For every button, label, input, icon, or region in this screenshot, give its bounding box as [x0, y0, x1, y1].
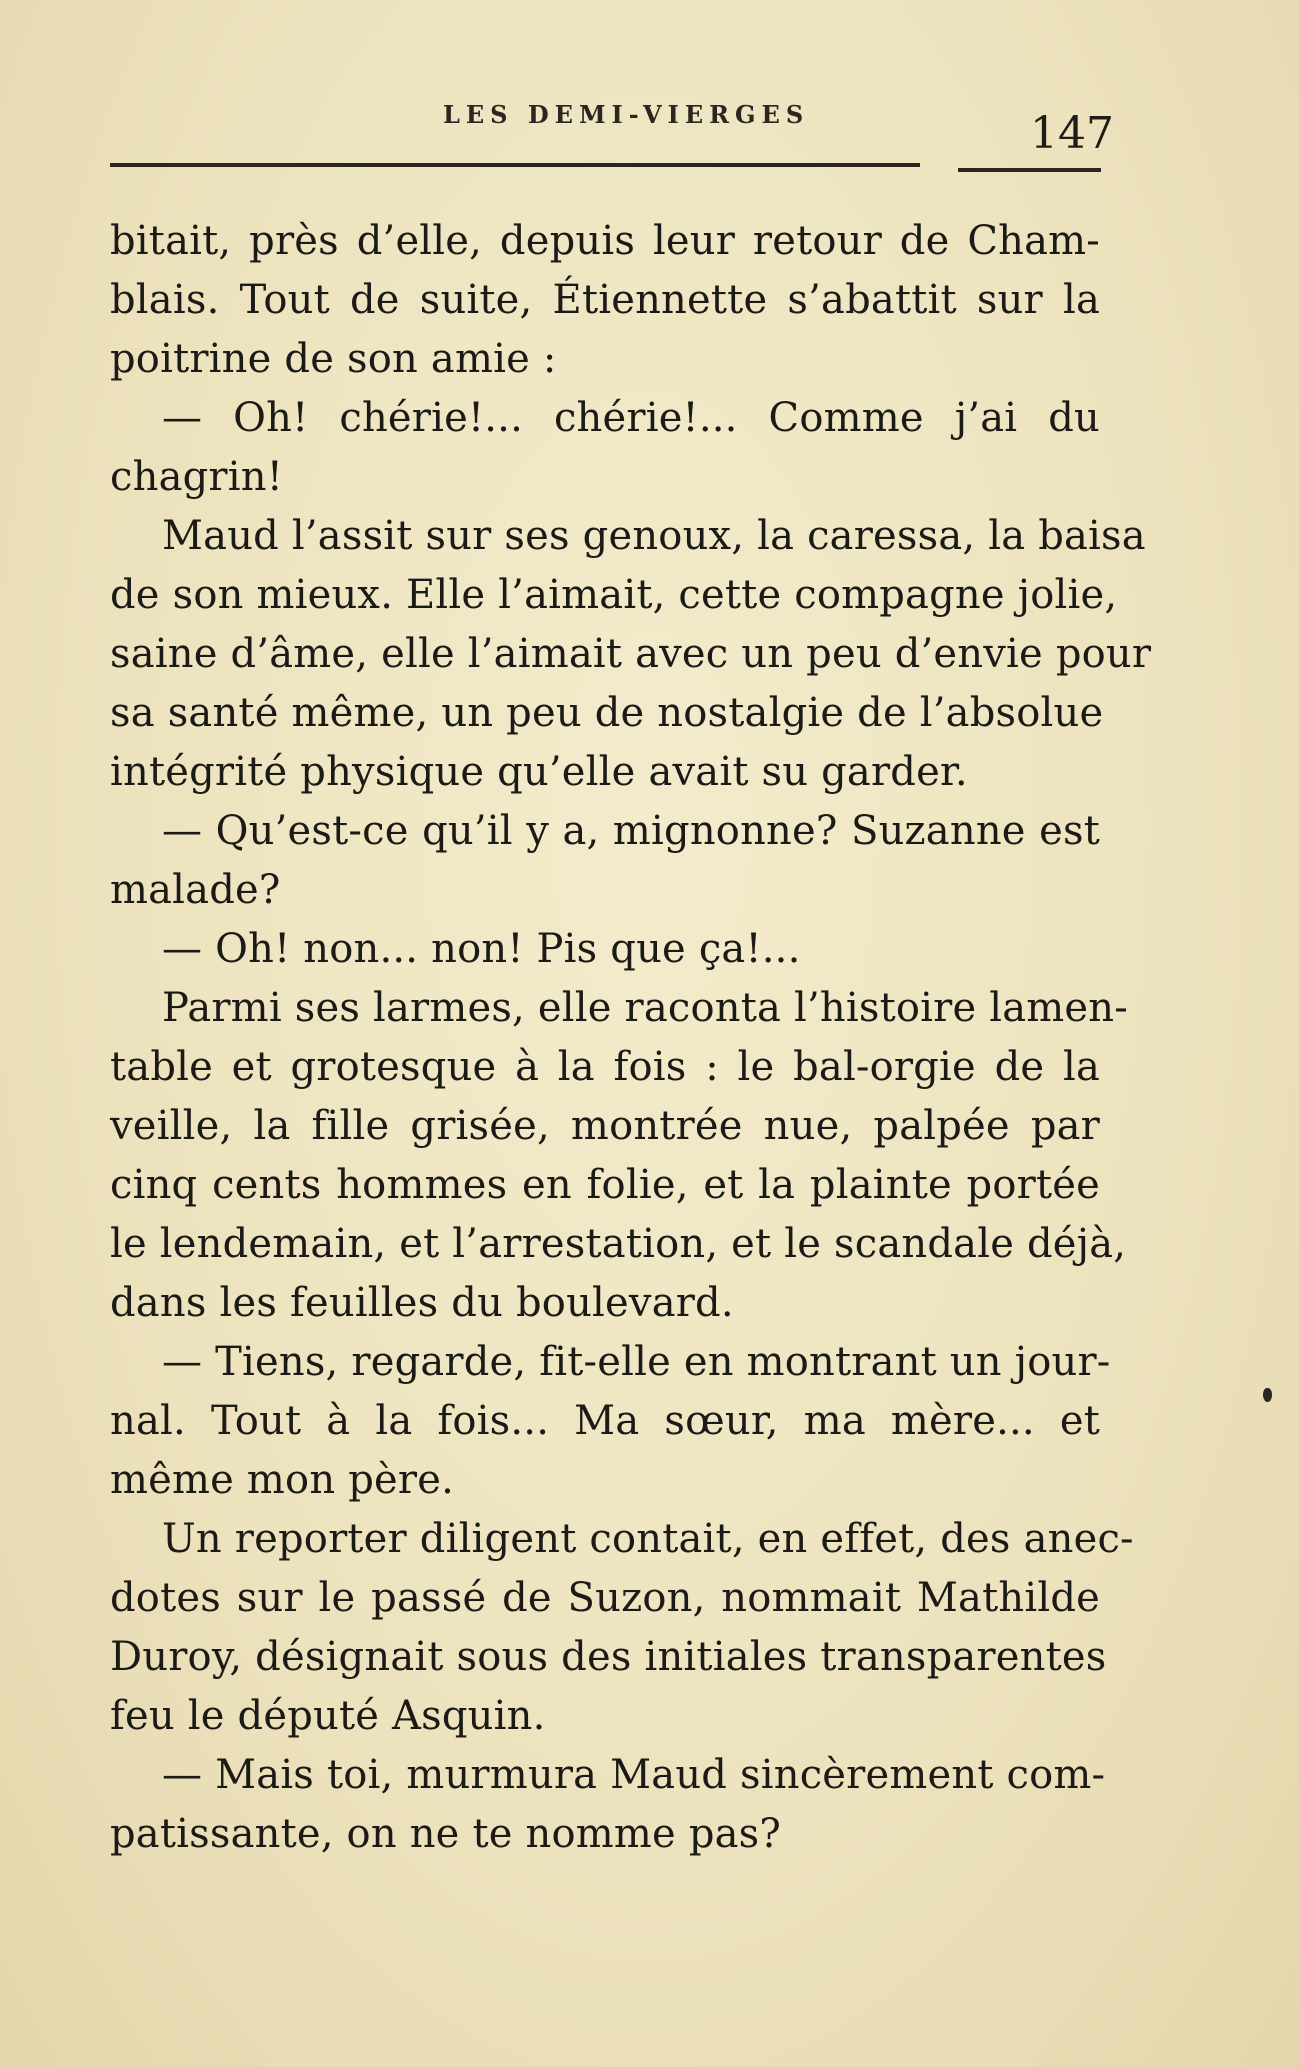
text-line: le lendemain, et l’arrestation, et le scandale déjà,: [110, 1221, 1127, 1267]
text-line: chagrin!: [110, 454, 283, 500]
dialogue-line: — Qu’est-ce qu’il y a, mignonne? Suzanne est: [162, 808, 1100, 854]
ink-speck: [1263, 1388, 1272, 1402]
text-line: même mon père.: [110, 1457, 454, 1503]
paragraph-start: Un reporter diligent contait, en effet, des anec-: [162, 1516, 1134, 1562]
text-line: bitait, près d’elle, depuis leur retour de Cham-: [110, 218, 1100, 264]
text-line: de son mieux. Elle l’aimait, cette compagne jolie,: [110, 572, 1118, 618]
text-line: sa santé même, un peu de nostalgie de l’absolue: [110, 690, 1104, 736]
running-title: LES DEMI-VIERGES: [443, 100, 810, 129]
text-line: feu le député Asquin.: [110, 1693, 546, 1739]
header-rule-right: [958, 168, 1101, 172]
text-line: nal. Tout à la fois... Ma sœur, ma mère... et: [110, 1398, 1100, 1444]
text-line: table et grotesque à la fois : le bal-orgie de la: [110, 1044, 1100, 1090]
text-line: dans les feuilles du boulevard.: [110, 1280, 734, 1326]
text-line: veille, la fille grisée, montrée nue, palpée par: [110, 1103, 1100, 1149]
paragraph-start: Parmi ses larmes, elle raconta l’histoire lamen-: [162, 985, 1128, 1031]
text-line: saine d’âme, elle l’aimait avec un peu d’envie pour: [110, 631, 1152, 677]
dialogue-line: — Tiens, regarde, fit-elle en montrant un jour-: [162, 1339, 1111, 1385]
page-number: 147: [1030, 108, 1114, 159]
body-text: [110, 212, 1152, 1864]
text-line: blais. Tout de suite, Étiennette s’abattit sur la: [110, 277, 1100, 323]
dialogue-line: — Mais toi, murmura Maud sincèrement com-: [162, 1752, 1106, 1798]
text-line: cinq cents hommes en folie, et la plainte portée: [110, 1162, 1100, 1208]
header-rule-left: [110, 163, 920, 167]
text-line: poitrine de son amie :: [110, 336, 557, 382]
text-line: patissante, on ne te nomme pas?: [110, 1811, 782, 1857]
dialogue-line: — Oh! chérie!... chérie!... Comme j’ai du: [162, 395, 1100, 441]
dialogue-line: — Oh! non... non! Pis que ça!...: [162, 926, 801, 972]
text-line: dotes sur le passé de Suzon, nommait Mathilde: [110, 1575, 1100, 1621]
text-line: malade?: [110, 867, 281, 913]
text-line: Duroy, désignait sous des initiales transparentes: [110, 1634, 1107, 1680]
text-line: intégrité physique qu’elle avait su garder.: [110, 749, 968, 795]
paragraph-start: Maud l’assit sur ses genoux, la caressa, la baisa: [162, 513, 1146, 559]
